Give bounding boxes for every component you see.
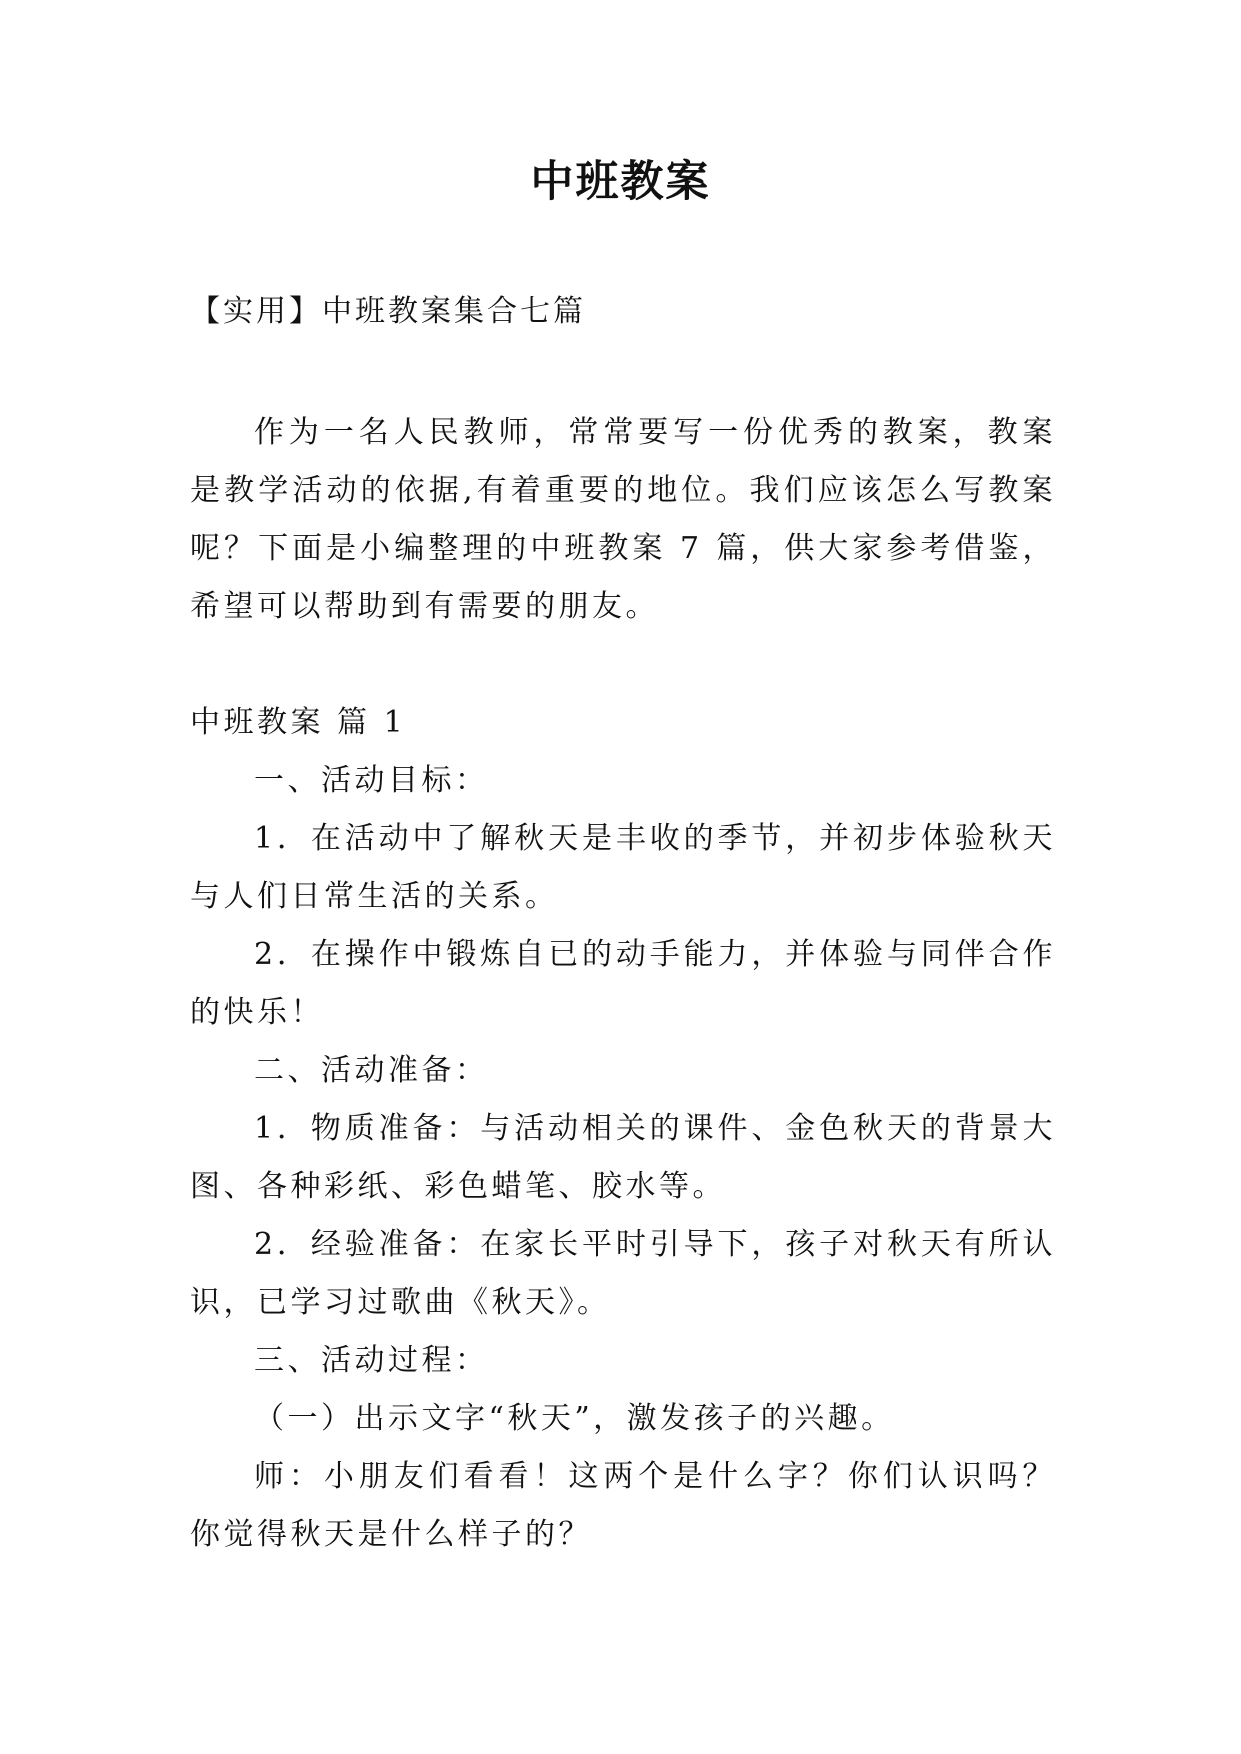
document-subtitle: 【实用】中班教案集合七篇 [190,294,586,329]
body-paragraph: 一、活动目标： [254,763,489,798]
body-paragraph: 1．在活动中了解秋天是丰收的季节，并初步体验秋天与人们日常生活的关系。 [190,821,1056,914]
intro-paragraph: 作为一名人民教师，常常要写一份优秀的教案，教案是教学活动的依据,有着重要的地位。我们应该怎么写教案呢？下面是小编整理的中班教案 7 篇，供大家参考借鉴，希望可以帮助到有需要的朋友。 [190,415,1056,624]
body-paragraph: 2．在操作中锻炼自已的动手能力，并体验与同伴合作的快乐！ [190,937,1056,1030]
body-paragraph: 师：小朋友们看看！这两个是什么字？你们认识吗？你觉得秋天是什么样子的？ [190,1459,1056,1552]
document-title: 中班教案 [530,157,711,207]
body-paragraph: 三、活动过程： [254,1343,489,1378]
body-paragraph: 2．经验准备：在家长平时引导下，孩子对秋天有所认识，已学习过歌曲《秋天》。 [190,1227,1056,1320]
body-paragraph: （一）出示文字“秋天”，激发孩子的兴趣。 [254,1401,895,1436]
body-paragraph: 1．物质准备：与活动相关的课件、金色秋天的背景大图、各种彩纸、彩色蜡笔、胶水等。 [190,1111,1056,1204]
body-paragraph: 二、活动准备： [254,1053,489,1088]
document-body [190,694,1056,1564]
section-heading: 中班教案 篇 1 [190,705,407,740]
